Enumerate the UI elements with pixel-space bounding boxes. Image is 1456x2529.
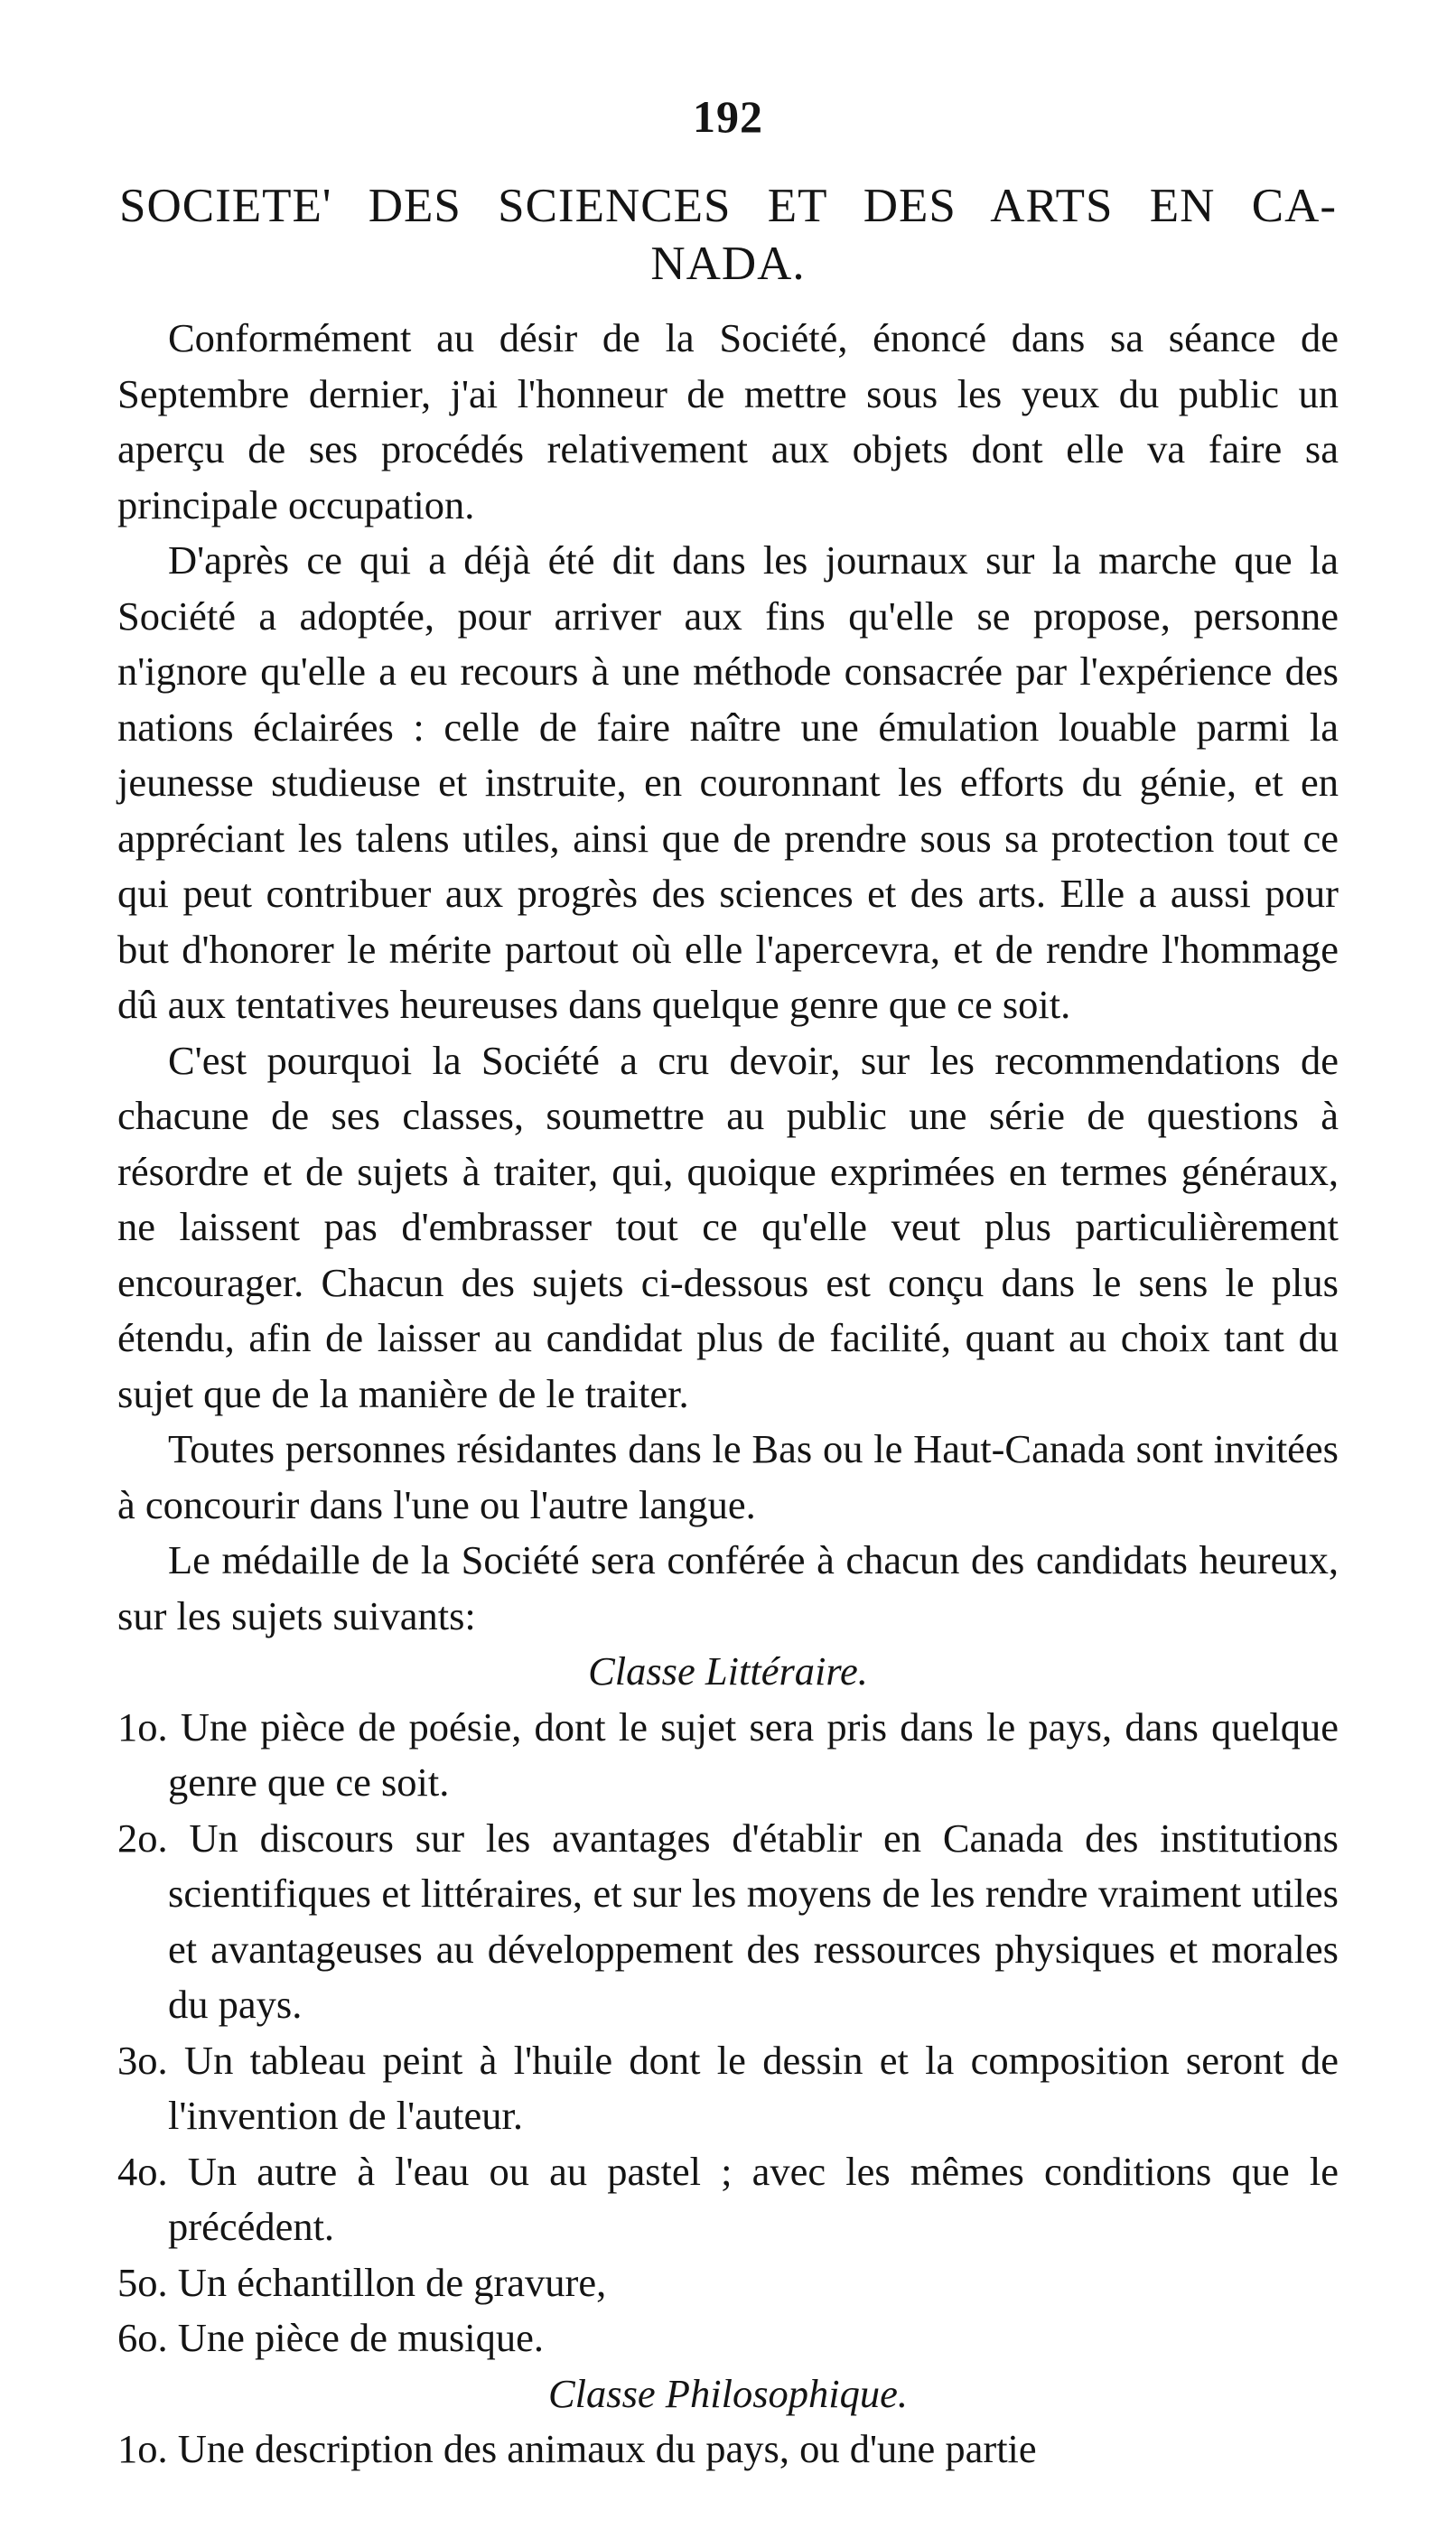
list-item: 4o. Un autre à l'eau ou au pastel ; avec les mêmes conditions que le précédent. bbox=[117, 2148, 1339, 2249]
list-item: 2o. Un discours sur les avantages d'établir en Canada des institutions scientifiques et littéraires, et sur les moyens de les rendre vraiment utiles et avantageuses au développement des ressources physiques et morales du pays. bbox=[117, 1815, 1339, 2027]
page-title-line-1: SOCIETE' DES SCIENCES ET DES ARTS EN CA- bbox=[119, 180, 1337, 232]
page-number: 192 bbox=[693, 91, 763, 142]
section-heading-literary: Classe Littéraire. bbox=[588, 1648, 868, 1694]
page-title-line-2: NADA. bbox=[650, 238, 806, 290]
paragraph: Toutes personnes résidantes dans le Bas ou le Haut-Canada sont invitées à concourir dans l'une ou l'autre langue. bbox=[117, 1426, 1339, 1527]
article-body bbox=[117, 311, 1339, 2478]
list-item: 1o. Une pièce de poésie, dont le sujet sera pris dans le pays, dans quelque genre que ce soit. bbox=[117, 1703, 1339, 1805]
list-item: 5o. Un échantillon de gravure, bbox=[117, 2259, 607, 2305]
paragraph: Le médaille de la Société sera conférée à chacun des candidats heureux, sur les sujets suivants: bbox=[117, 1537, 1339, 1638]
paragraph: Conformément au désir de la Société, énoncé dans sa séance de Septembre dernier, j'ai l'honneur de mettre sous les yeux du public un aperçu de ses procédés relativement aux objets dont elle va faire sa principale occupation. bbox=[117, 315, 1339, 527]
list-item: 1o. Une description des animaux du pays, ou d'une partie bbox=[117, 2426, 1037, 2471]
paragraph: D'après ce qui a déjà été dit dans les journaux sur la marche que la Société a adoptée, pour arriver aux fins qu'elle se propose, personne n'ignore qu'elle a eu recours à une méthode consacrée par l'expérience des nations éclairées : celle de faire naître une émulation louable parmi la jeunesse studieuse et instruite, en couronnant les efforts du génie, et en appréciant les talens utiles, ainsi que de prendre sous sa protection tout ce qui peut contribuer aux progrès des sciences et des arts. Elle a aussi pour but d'honorer le mérite partout où elle l'apercevra, et de rendre l'hommage dû aux tentatives heureuses dans quelque genre que ce soit. bbox=[117, 537, 1339, 1027]
section-heading-philosophical: Classe Philosophique. bbox=[547, 2370, 909, 2416]
list-item: 3o. Un tableau peint à l'huile dont le dessin et la composition seront de l'invention de l'auteur. bbox=[117, 2037, 1339, 2138]
paragraph: C'est pourquoi la Société a cru devoir, sur les recommendations de chacune de ses classes, soumettre au public une série de questions à résordre et de sujets à traiter, qui, quoique exprimées en termes généraux, ne laissent pas d'embrasser tout ce qu'elle veut plus particulièrement encourager. Chacun des sujets ci-dessous est conçu dans le sens le plus étendu, afin de laisser au candidat plus de facilité, quant au choix tant du sujet que de la manière de le traiter. bbox=[117, 1037, 1339, 1416]
list-item: 6o. Une pièce de musique. bbox=[117, 2315, 545, 2360]
